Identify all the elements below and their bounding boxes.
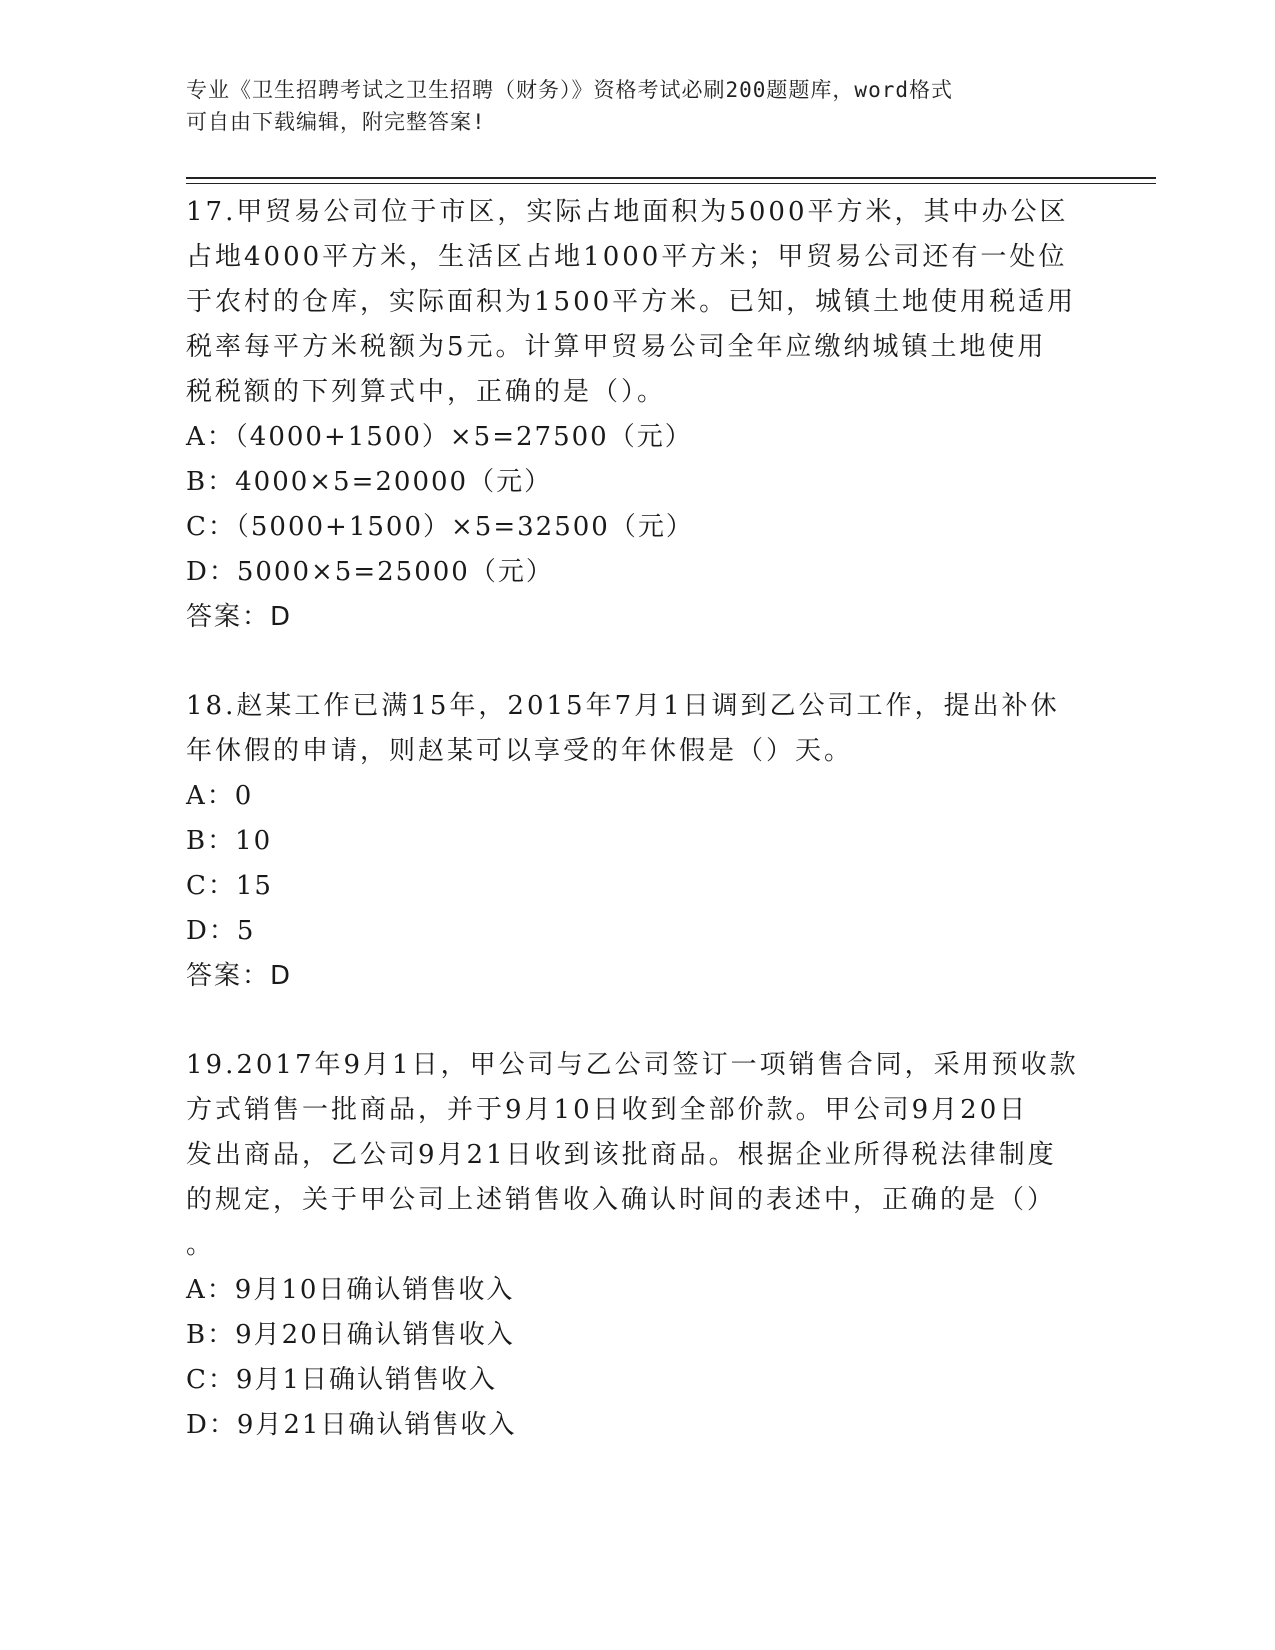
option-a: A：9月10日确认销售收入 [186, 1275, 515, 1305]
option-a: A：（4000+1500）×5=27500（元） [186, 422, 693, 452]
question-stem-line: 年休假的申请，则赵某可以享受的年休假是（）天。 [186, 736, 854, 766]
header-line-1: 专业《卫生招聘考试之卫生招聘（财务）》资格考试必刷200题题库，word格式 [186, 78, 953, 102]
question-stem-line: 税税额的下列算式中，正确的是（）。 [186, 377, 667, 407]
option-d: D：5000×5=25000（元） [186, 557, 554, 587]
option-a: A：0 [186, 781, 254, 811]
question-stem-line: 19.2017年9月1日，甲公司与乙公司签订一项销售合同，采用预收款 [186, 1050, 1079, 1080]
question-stem-line: 17.甲贸易公司位于市区，实际占地面积为5000平方米，其中办公区 [186, 197, 1069, 227]
question-stem-line: 占地4000平方米，生活区占地1000平方米；甲贸易公司还有一处位 [186, 242, 1068, 272]
option-c: C：（5000+1500）×5=32500（元） [186, 512, 694, 542]
option-c: C：15 [186, 871, 273, 901]
question-18 [186, 684, 1086, 999]
question-19 [186, 1043, 1086, 1448]
document-header [186, 74, 1066, 138]
header-divider-thick [186, 177, 1156, 179]
question-17 [186, 190, 1086, 640]
question-stem-line: 18.赵某工作已满15年，2015年7月1日调到乙公司工作，提出补休 [186, 691, 1060, 721]
option-d: D：9月21日确认销售收入 [186, 1410, 517, 1440]
question-stem-line: 税率每平方米税额为5元。计算甲贸易公司全年应缴纳城镇土地使用 [186, 332, 1047, 362]
header-divider-thin [186, 183, 1156, 184]
option-c: C：9月1日确认销售收入 [186, 1365, 497, 1395]
question-stem-line: 的规定，关于甲公司上述销售收入确认时间的表述中，正确的是（） [186, 1185, 1057, 1215]
question-list [186, 190, 1086, 1492]
option-d: D：5 [186, 916, 256, 946]
question-stem-line: 方式销售一批商品，并于9月10日收到全部价款。甲公司9月20日 [186, 1095, 1029, 1125]
option-b: B：10 [186, 826, 273, 856]
question-stem-line: 发出商品，乙公司9月21日收到该批商品。根据企业所得税法律制度 [186, 1140, 1057, 1170]
option-b: B：4000×5=20000（元） [186, 467, 553, 497]
answer-line: 答案：D [186, 602, 293, 632]
option-b: B：9月20日确认销售收入 [186, 1320, 515, 1350]
answer-line: 答案：D [186, 961, 293, 991]
question-stem-line: 。 [186, 1230, 216, 1260]
question-stem-line: 于农村的仓库，实际面积为1500平方米。已知，城镇土地使用税适用 [186, 287, 1077, 317]
header-line-2: 可自由下载编辑，附完整答案! [186, 110, 486, 134]
